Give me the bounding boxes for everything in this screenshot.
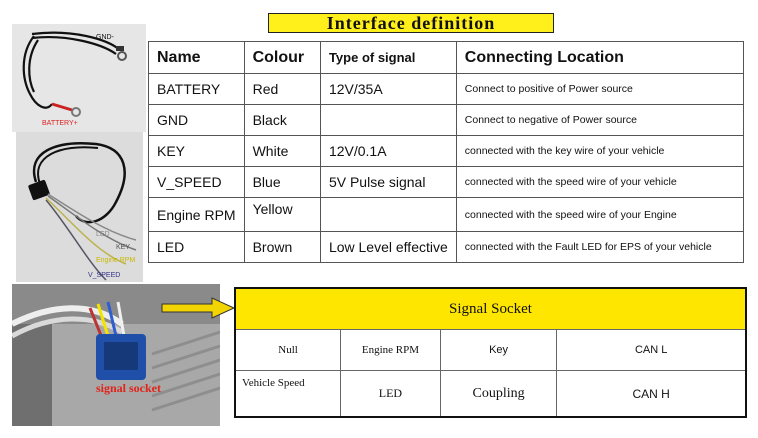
table-cell: CAN H [557,371,746,418]
v-speed-wire-label: V_SPEED [88,272,121,279]
key-wire-label: KEY [116,244,131,251]
table-cell: 5V Pulse signal [320,167,456,198]
table-cell: Red [244,74,320,105]
table-row [149,136,744,167]
battery-cable-photo [12,24,146,132]
table-row [149,167,744,198]
table-cell: V_SPEED [149,167,245,198]
column-header: Colour [244,42,320,74]
table-header-row [149,42,744,74]
table-cell: GND [149,105,245,136]
table-cell: Null [235,330,341,371]
table-cell: Engine RPM [341,330,441,371]
page-title: Interface definition [268,13,554,33]
signal-socket-label: signal socket [96,381,162,395]
table-cell [320,198,456,232]
table-cell: Yellow [244,198,320,232]
table-cell: connected with the key wire of your vehicle [456,136,743,167]
table-cell: connected with the speed wire of your vehicle [456,167,743,198]
table-cell: White [244,136,320,167]
table-row [149,105,744,136]
table-cell: Vehicle Speed [235,371,341,418]
table-row [149,232,744,263]
table-cell: Connect to negative of Power source [456,105,743,136]
table-row [149,198,744,232]
table-cell: Connect to positive of Power source [456,74,743,105]
table-cell: 12V/0.1A [320,136,456,167]
column-header: Connecting Location [456,42,743,74]
socket-table-title: Signal Socket [235,288,746,330]
table-cell: LED [149,232,245,263]
arrow-icon [160,296,236,320]
table-cell: Brown [244,232,320,263]
table-cell: BATTERY [149,74,245,105]
column-header: Name [149,42,245,74]
table-cell: CAN L [557,330,746,371]
table-cell: Low Level effective [320,232,456,263]
harness-photo [16,132,143,282]
table-cell: connected with the speed wire of your Engine [456,198,743,232]
gnd-label: GND- [96,34,114,41]
battery-label: BATTERY+ [42,120,78,127]
led-wire-label: LED [96,231,110,238]
table-row [149,74,744,105]
table-cell [320,105,456,136]
table-cell: LED [341,371,441,418]
signal-socket-table [234,287,747,418]
table-cell: connected with the Fault LED for EPS of your vehicle [456,232,743,263]
column-header: Type of signal [320,42,456,74]
table-row [235,330,746,371]
table-cell: Key [440,330,557,371]
table-cell: Engine RPM [149,198,245,232]
engine-rpm-wire-label: Engine RPM [96,257,136,264]
table-cell: 12V/35A [320,74,456,105]
table-cell: Black [244,105,320,136]
table-cell: KEY [149,136,245,167]
interface-table [148,41,744,263]
table-cell: Blue [244,167,320,198]
table-row [235,371,746,418]
table-cell: Coupling [440,371,557,418]
